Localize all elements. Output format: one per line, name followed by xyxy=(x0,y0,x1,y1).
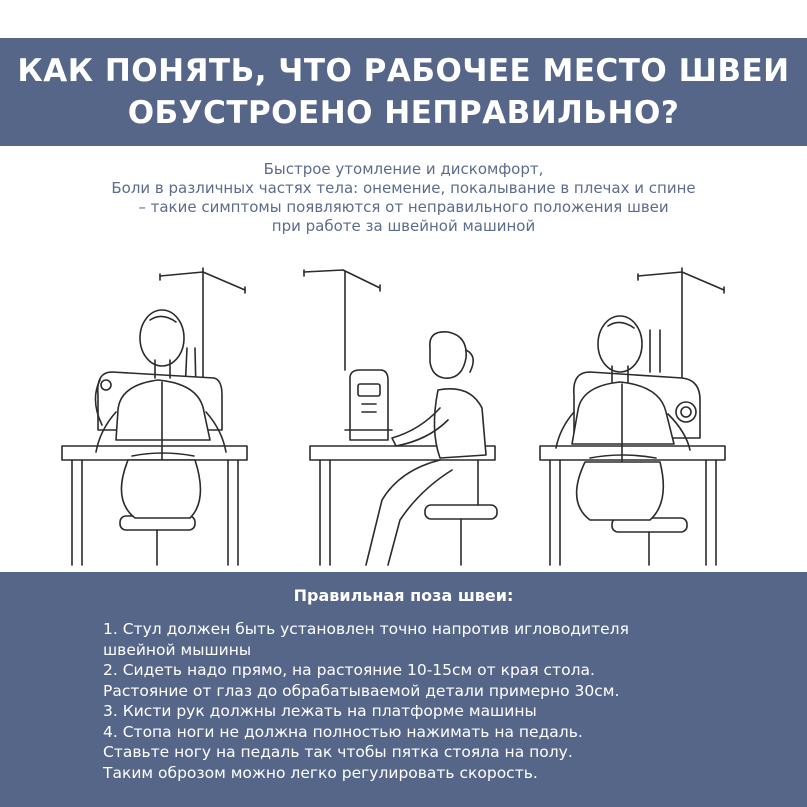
correct-posture-section xyxy=(0,572,807,807)
rule-line: Растояние от глаз до обрабатываемой детали примерно 30см. xyxy=(103,681,620,700)
seamstress-illustration xyxy=(0,250,807,570)
rule-line: 1. Стул должен быть установлен точно напротив игловодителя xyxy=(103,620,629,638)
rule-line: 3. Кисти рук должны лежать на платформе машины xyxy=(103,702,537,720)
posture-rules-list xyxy=(103,619,783,783)
subtitle-line: при работе за швейной машиной xyxy=(271,217,536,235)
symptoms-text xyxy=(0,160,807,236)
middle-workplace-scene xyxy=(304,270,497,565)
section-heading: Правильная поза швеи: xyxy=(293,586,514,605)
rule-line: Таким оброзом можно легко регулировать скорость. xyxy=(103,763,538,782)
rule-line: 2. Сидеть надо прямо, на растояние 10-15см от края стола. xyxy=(103,661,595,679)
rule-line: Ставьте ногу на педаль так чтобы пятка стояла на полу. xyxy=(103,743,573,761)
title-line-1: КАК ПОНЯТЬ, ЧТО РАБОЧЕЕ МЕСТО ШВЕИ xyxy=(17,53,790,89)
left-workplace-scene xyxy=(62,268,247,565)
rule-line: швейной мышины xyxy=(103,640,252,659)
subtitle-line: Боли в различных частях тела: онемение, покалывание в плечах и спине xyxy=(111,179,696,197)
subtitle-line: Быстрое утомление и дискомфорт, xyxy=(263,160,544,178)
rule-line: 4. Стопа ноги не должна полностью нажимать на педаль. xyxy=(103,722,583,741)
title-banner xyxy=(0,38,807,146)
title-line-2: ОБУСТРОЕНО НЕПРАВИЛЬНО? xyxy=(127,95,680,131)
subtitle-line: – такие симптомы появляются от неправильного положения швеи xyxy=(138,198,669,216)
right-workplace-scene xyxy=(540,268,725,565)
